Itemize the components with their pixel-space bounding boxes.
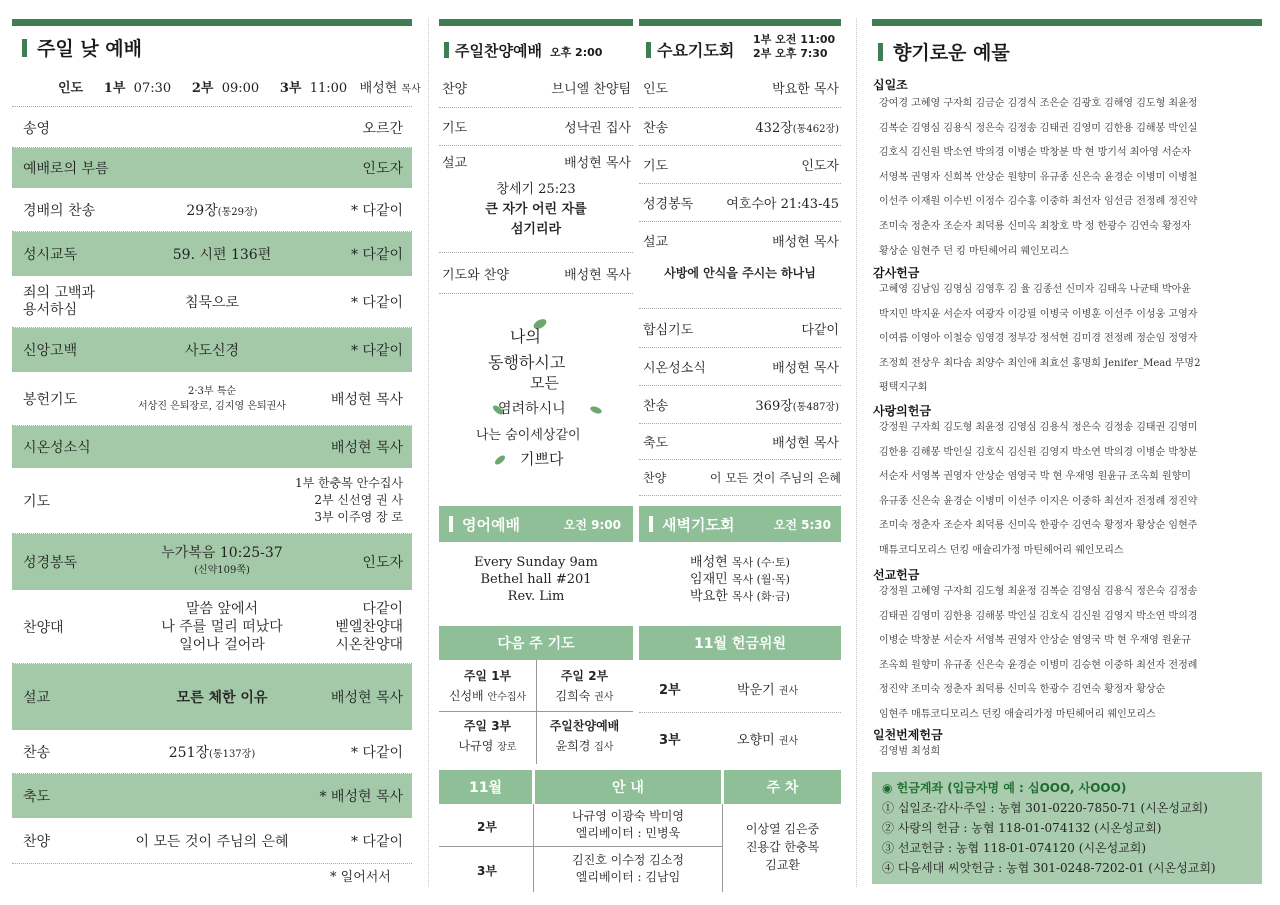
wed-row-benediction: 축도 배성현 목사 (639, 424, 841, 460)
tithe-names: 강여경 고혜영 구자희 김금순 김경식 조은순 김광호 김해영 김도형 최윤정 김복순 김영심 김용식 정은숙 김정송 김태권 김영미 김한용 김해봉 박인실 김호식 김신원 박소연 박의경 이병순 박창분 박 현 방기석 최아영 서순자 서영복 권영자 신희복 안상순 원향미 유규종 신은숙 윤경순 이병미 이병철 이선주 이재원 이수빈 이정수 김수홍 이중하 최선자 임선금 전정례 정진약 조미숙 정춘자 조순자 최덕룡 신미옥 최창호 박 정 한광수 김연숙 황정자 황상순 임현주 던 킹 마틴헤어리 웨인모리스 (879, 98, 1198, 257)
account-box: ◉ 헌금계좌 (입금자명 예 : 십OOO, 사OOO) ① 십일조·감사·주일 : 농협 301-0220-7850-71 (시온성교회) ② 사랑의 헌금 : 농협 118-01-074132 (시온성교회) ③ 선교헌금 : 농협 118-01-074120 (시온성교회) ④ 다음세대 씨앗헌금 : 농협 301-0248-7202-01 (시온성교회) (872, 772, 1262, 884)
row-scripture-reading: 성경봉독 누가복음 10:25-37 (신약109쪽) 인도자 (12, 534, 412, 590)
prayer-sun1: 주일 1부 신성배 안수집사 (448, 669, 527, 703)
parking-staff: 이상열 김은중 진용갑 한충복 김교환 (745, 822, 820, 872)
wed-sermon-title: 사방에 안식을 주시는 하나님 (664, 266, 816, 280)
row-hymn: 찬송 251장(통137장) * 다같이 (12, 730, 412, 774)
love-names: 강정원 구자희 김도형 최윤정 김영심 김용식 정은숙 김정송 김태권 김영미 김한용 김해봉 박인실 김호식 김신원 김영지 박소연 박의경 이병순 박창분 서순자 서영복 권영자 안상순 염영국 박 현 우재영 원윤규 조옥희 원향미 유규종 신은숙 윤경순 이병미 이선주 이지은 이중하 최선자 전정례 정진약 조미숙 정춘자 조순자 최덕룡 신미옥 한광수 김연숙 황정자 황상순 임현주 매튜코디모리스 던킹 애슐리가정 마틴헤어리 웨인모리스 (879, 422, 1198, 556)
row-prayer: 기도 1부 한충복 안수집사 2부 신선영 권 사 3부 이주영 장 로 (12, 468, 412, 534)
wed-times: 1부 오전 11:00 2부 오후 7:30 (753, 33, 836, 60)
col3-topbar (639, 19, 841, 26)
prayer-sun2: 주일 2부 김희숙 권사 (555, 669, 614, 703)
col1-topbar (12, 19, 412, 26)
wed-prayer-title: 수요기도회 (646, 38, 734, 61)
next-prayer-grid (439, 660, 633, 764)
praise-divider (439, 252, 633, 253)
prayer-sun3: 주일 3부 나규영 장로 (458, 719, 517, 753)
praise-worship-title: 주일찬양예배 오후 2:00 (444, 40, 602, 61)
row-praise: 찬양 이 모든 것이 주님의 은혜 * 다같이 (12, 818, 412, 864)
row-hymn-of-praise: 경배의 찬송 29장(통29장) * 다같이 (12, 188, 412, 232)
tithe-heading: 십일조 (873, 78, 908, 92)
thousand-offering-heading: 일천번제헌금 (873, 728, 943, 742)
row-choir: 찬양대 말씀 앞에서 나 주를 멀리 떠났다 일어나 걸어라 다같이 벧엘찬양대 시온찬양대 (12, 590, 412, 664)
parking-banner: 주 차 (724, 770, 841, 804)
wed-row-hymn2: 찬송 369장(통487장) (639, 386, 841, 424)
guide-3bu: 김진호 이수정 김소정 엘리베이터 : 김남임 (572, 853, 684, 884)
row-creed: 신앙고백 사도신경 * 다같이 (12, 328, 412, 372)
mission-names: 강정원 고혜영 구자희 김도형 최윤정 김복순 김영심 김용식 정은숙 김정송 김태권 김영미 김한용 김해봉 박인실 김호식 김신원 김영지 박소연 박의경 이병순 박창분 서순자 서영복 권영자 안상순 염영국 박 현 우재영 원윤규 조옥희 원향미 유규종 신은숙 윤경순 이병미 김승현 이중하 최선자 전정례 정진약 조미숙 정춘자 최덕룡 신미옥 한광수 김연숙 황정자 황상순 임현주 매튜코디모리스 던킹 애슐리가정 마틴헤어리 웨인모리스 (879, 586, 1198, 720)
offering-row-2: 2부 박운기 권사 (639, 664, 841, 713)
row-doxology: 송영 오르간 (12, 108, 412, 148)
row-responsive-reading: 성시교독 59. 시편 136편 * 다같이 (12, 232, 412, 276)
guide-month-banner: 11월 (439, 770, 532, 804)
row-confession: 죄의 고백과 용서하심 침묵으로 * 다같이 (12, 276, 412, 328)
row-church-news: 시온성소식 배성현 목사 (12, 426, 412, 468)
divider-2 (856, 18, 857, 887)
english-worship-info: Every Sunday 9am Bethel hall #201 Rev. Lim (474, 555, 598, 604)
dawn-prayer-info: 배성현 목사 (수·토) 임재민 목사 (월·목) 박요한 목사 (화·금) (690, 555, 790, 604)
prayer-sun-praise: 주일찬양예배 윤희경 집사 (549, 719, 620, 753)
sunday-worship-title: 주일 낮 예배 (22, 34, 142, 61)
col2-topbar (439, 19, 633, 26)
next-prayer-banner: 다음 주 기도 (439, 626, 633, 660)
wed-row-lead: 인도 박요한 목사 (639, 68, 841, 108)
offering-row-3: 3부 오향미 권사 (659, 733, 799, 748)
guide-grid: 2부 3부 나규영 이광숙 박미영 엘리베이터 : 민병욱 김진호 이수정 김소정 엘리베이터 : 김남임 이상열 김은중 진용갑 한충복 김교환 (439, 804, 841, 892)
wed-row-news: 시온성소식 배성현 목사 (639, 348, 841, 386)
offerings-title: 향기로운 예물 (878, 38, 1010, 65)
col4-topbar (872, 19, 1262, 26)
calligraphy-art: 나의 동행하시고 모든 염려하시니 나는 숨이세상같이 기쁘다 (470, 310, 620, 490)
wed-row-unison-prayer: 합심기도 다같이 (639, 310, 841, 348)
thanks-heading: 감사헌금 (873, 266, 920, 280)
title-marker (22, 39, 27, 57)
standing-note: * 일어서서 (330, 870, 391, 885)
wed-row-sermon: 설교 배성현 목사 (643, 234, 839, 250)
wed-row-prayer: 기도 인도자 (639, 146, 841, 184)
mission-heading: 선교헌금 (873, 568, 920, 582)
times-divider (12, 106, 412, 107)
wed-row-scripture: 성경봉독 여호수아 21:43-45 (639, 184, 841, 222)
row-benediction: 축도 * 배성현 목사 (12, 774, 412, 818)
praise-row-prayer: 기도 성낙권 집사 (439, 108, 633, 146)
love-heading: 사랑의헌금 (873, 404, 931, 418)
praise-row-song: 찬양 브니엘 찬양팀 (439, 68, 633, 108)
thousand-offering-names: 김영범 최성희 (879, 746, 941, 757)
praise-sermon-block: 창세기 25:23 큰 자가 어린 자를 섬기리라 (485, 182, 587, 237)
dawn-prayer-banner: 새벽기도회 오전 5:30 (639, 506, 841, 542)
guide-2bu: 나규영 이광숙 박미영 엘리베이터 : 민병욱 (572, 809, 684, 840)
row-call-to-worship: 예배로의 부름 인도자 (12, 148, 412, 188)
offering-committee-banner: 11월 헌금위원 (639, 626, 841, 660)
row-sermon: 설교 모른 체한 이유 배성현 목사 (12, 664, 412, 730)
praise-row-sermon: 설교 배성현 목사 (442, 155, 631, 171)
guide-banner: 안 내 (535, 770, 721, 804)
row-offertory-prayer: 봉헌기도 2·3부 특순 서상진 은퇴장로, 김지영 은퇴권사 배성현 목사 (12, 372, 412, 426)
divider-1 (428, 18, 429, 887)
wed-divider (639, 308, 841, 309)
wed-row-hymn: 찬송 432장(통462장) (639, 108, 841, 146)
thanks-names: 고혜영 김남임 김영심 김영후 김 율 김종선 신미자 김태옥 나균태 박아윤 박지민 박지윤 서순자 여광자 이강필 이병국 이병훈 이선주 이성웅 고영자 이여름 이영아 이철승 임영경 정부강 정석현 김미경 전정례 정순임 정영자 조정희 전상우 최다솜 최양수 최인애 최효선 홍명희 Jenifer_Mead 무명2 평택지구회 (879, 284, 1201, 394)
wed-row-praise: 찬양 이 모든 것이 주님의 은혜 (639, 460, 841, 496)
english-worship-banner: 영어예배 오전 9:00 (439, 506, 633, 542)
praise-row-last: 기도와 찬양 배성현 목사 (439, 254, 633, 294)
worship-times: 인도 1부 07:30 2부 09:00 3부 11:00 배성현 목사 (58, 81, 421, 96)
